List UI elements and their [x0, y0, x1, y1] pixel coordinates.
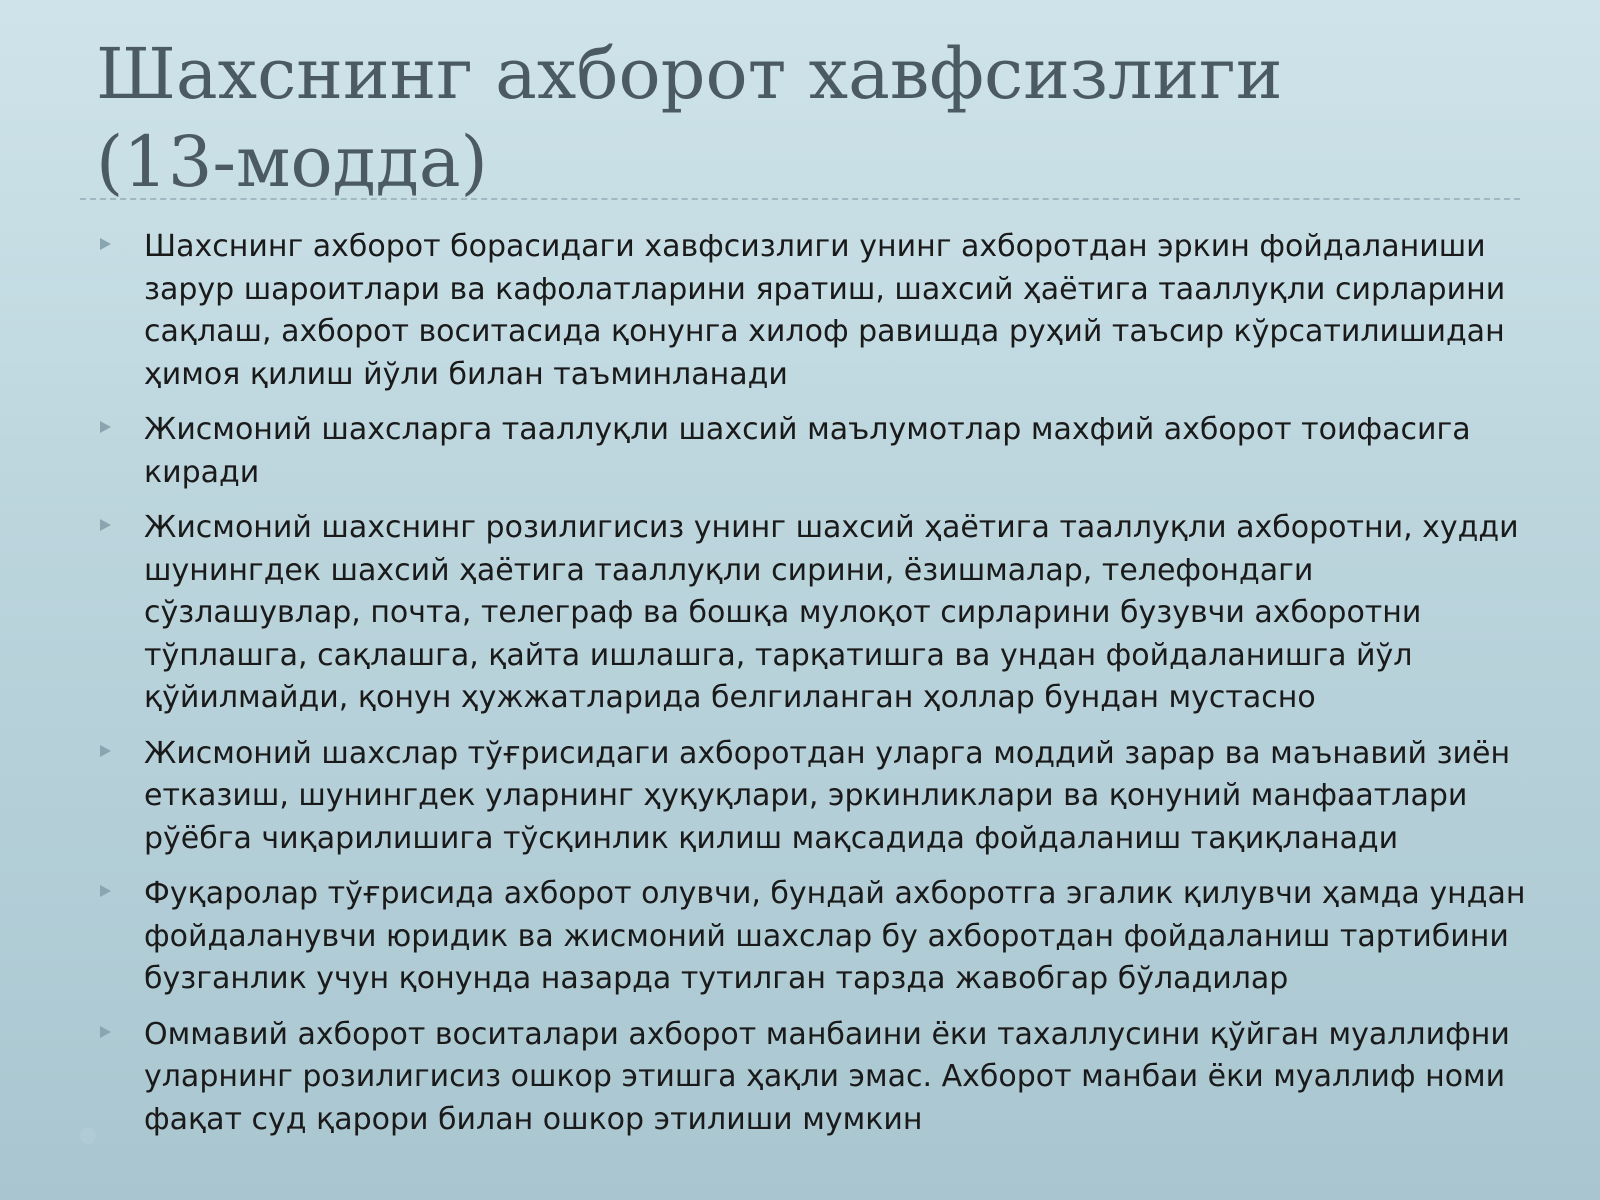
bullet-text: Жисмоний шахсларга тааллуқли шахсий маълумотлар махфий ахборот тоифасига киради: [144, 412, 1471, 490]
bullet-text: Фуқаролар тўғрисида ахборот олувчи, бундай ахборотга эгалик қилувчи ҳамда ундан фойдаланувчи юридик ва жисмоний шахслар бу ахборотдан фойдаланиш тартибини бузганлик учун қонунда назарда тутилган тарзда жавобгар бўладилар: [144, 876, 1526, 996]
triangle-bullet-icon: [100, 745, 111, 757]
bullet-text: Оммавий ахборот воситалари ахборот манбаини ёки тахаллусини қўйган муаллифни уларнинг розилигисиз ошкор этишга ҳақли эмас. Ахборот манбаи ёки муаллиф номи фақат суд қарори билан ошкор этилиши мумкин: [144, 1016, 1510, 1137]
bullet-text: Шахснинг ахборот борасидаги хавфсизлиги унинг ахборотдан эркин фойдаланиши зарур шароитлари ва кафолатларини яратиш, шахсий ҳаётига тааллуқли сирларини сақлаш, ахборот воситасида қонунга хилоф равишда руҳий таъсир кўрсатилишидан ҳимоя қилиш йўли билан таъминланади: [144, 229, 1506, 392]
bullet-item: [96, 409, 1526, 494]
slide-title: [96, 30, 1536, 206]
triangle-bullet-icon: [100, 238, 111, 250]
triangle-bullet-icon: [100, 885, 111, 897]
triangle-bullet-icon: [100, 519, 111, 531]
triangle-bullet-icon: [100, 1026, 111, 1038]
decorative-dot: [80, 1128, 96, 1144]
bullet-list: [96, 226, 1526, 1154]
slide-title-line-1: Шахснинг ахборот хавфсизлиги: [96, 33, 1283, 115]
bullet-item: [96, 1014, 1526, 1142]
bullet-item: [96, 873, 1526, 1001]
bullet-item: [96, 733, 1526, 861]
bullet-text: Жисмоний шахснинг розилигисиз унинг шахсий ҳаётига тааллуқли ахборотни, худди шунингдек шахсий ҳаётига тааллуқли сирини, ёзишмалар, телефондаги сўзлашувлар, почта, телеграф ва бошқа мулоқот сирларини бузувчи ахборотни тўплашга, сақлашга, қайта ишлашга, тарқатишга ва ундан фойдаланишга йўл қўйилмайди, қонун ҳужжатларида белгиланган ҳоллар бундан мустасно: [144, 510, 1519, 715]
bullet-item: [96, 226, 1526, 396]
triangle-bullet-icon: [100, 421, 111, 433]
title-divider: [80, 198, 1520, 200]
slide-title-line-2: (13-модда): [96, 121, 488, 203]
bullet-item: [96, 507, 1526, 720]
bullet-text: Жисмоний шахслар тўғрисидаги ахборотдан уларга моддий зарар ва маънавий зиён етказиш, шунингдек уларнинг ҳуқуқлари, эркинликлари ва қонуний манфаатлари рўёбга чиқарилишига тўсқинлик қилиш мақсадида фойдаланиш тақиқланади: [144, 735, 1511, 856]
